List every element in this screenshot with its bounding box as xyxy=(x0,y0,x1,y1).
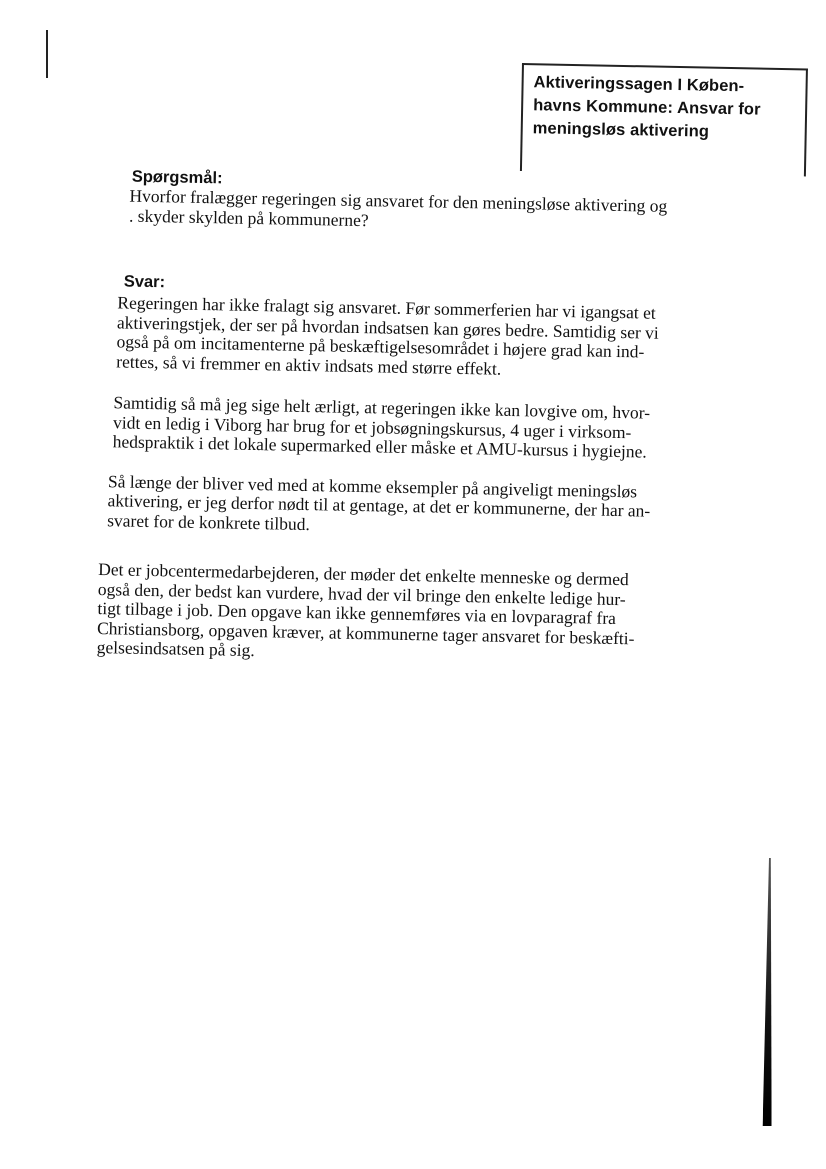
answer-paragraph: Regeringen har ikke fralagt sig ansvaret. Før sommerferien har vi igangsat et aktiveringstjek, der ser på hvordan indsatsen kan gøres bedre. Samtidig ser vi også på om incitamenterne på beskæftigelsesområdet i højere grad kan ind- rettes, så vi fremmer en aktiv indsats med større effekt. xyxy=(116,292,659,379)
answer-heading: Svar: xyxy=(123,272,166,292)
title-line: meningsløs aktivering xyxy=(532,119,710,141)
title-box xyxy=(520,63,808,176)
title-line: Aktiveringssagen I Køben- xyxy=(533,73,745,96)
question-text: Hvorfor fralægger regeringen sig ansvaret for den meningsløse aktivering og . skyder skylden på kommunerne? xyxy=(128,185,668,230)
document-body xyxy=(91,166,760,670)
answer-paragraph: Det er jobcentermedarbejderen, der møder det enkelte menneske og dermed også den, der bedst kan vurdere, hvad der vil bringe den enkelte ledige hur- tigt tilbage i job. Den opgave kan ikke gennemføres via en lovparagraf fra Christiansborg, opgaven kræver, at kommunerne tager ansvaret for beskæfti- gelsesindsatsen på sig. xyxy=(96,559,635,661)
answer-paragraph: Så længe der bliver ved med at komme eksempler på angiveligt meningsløs aktivering, er jeg derfor nødt til at gentage, at det er kommunerne, der har an- svaret for de konkrete tilbud. xyxy=(107,470,651,534)
answer-paragraph: Samtidig så må jeg sige helt ærligt, at regeringen ikke kan lovgive om, hvor- vidt en ledig i Viborg har brug for et jobsøgningskursus, 4 uger i virksom- hedspraktik i det lokale supermarked eller måske et AMU-kursus i hygiejne. xyxy=(112,392,651,462)
scan-margin-mark-left xyxy=(46,30,48,78)
title-line: havns Kommune: Ansvar for xyxy=(533,96,761,119)
title-box-text xyxy=(533,71,796,145)
scan-margin-mark-right xyxy=(763,858,775,1126)
question-heading: Spørgsmål: xyxy=(131,167,223,188)
